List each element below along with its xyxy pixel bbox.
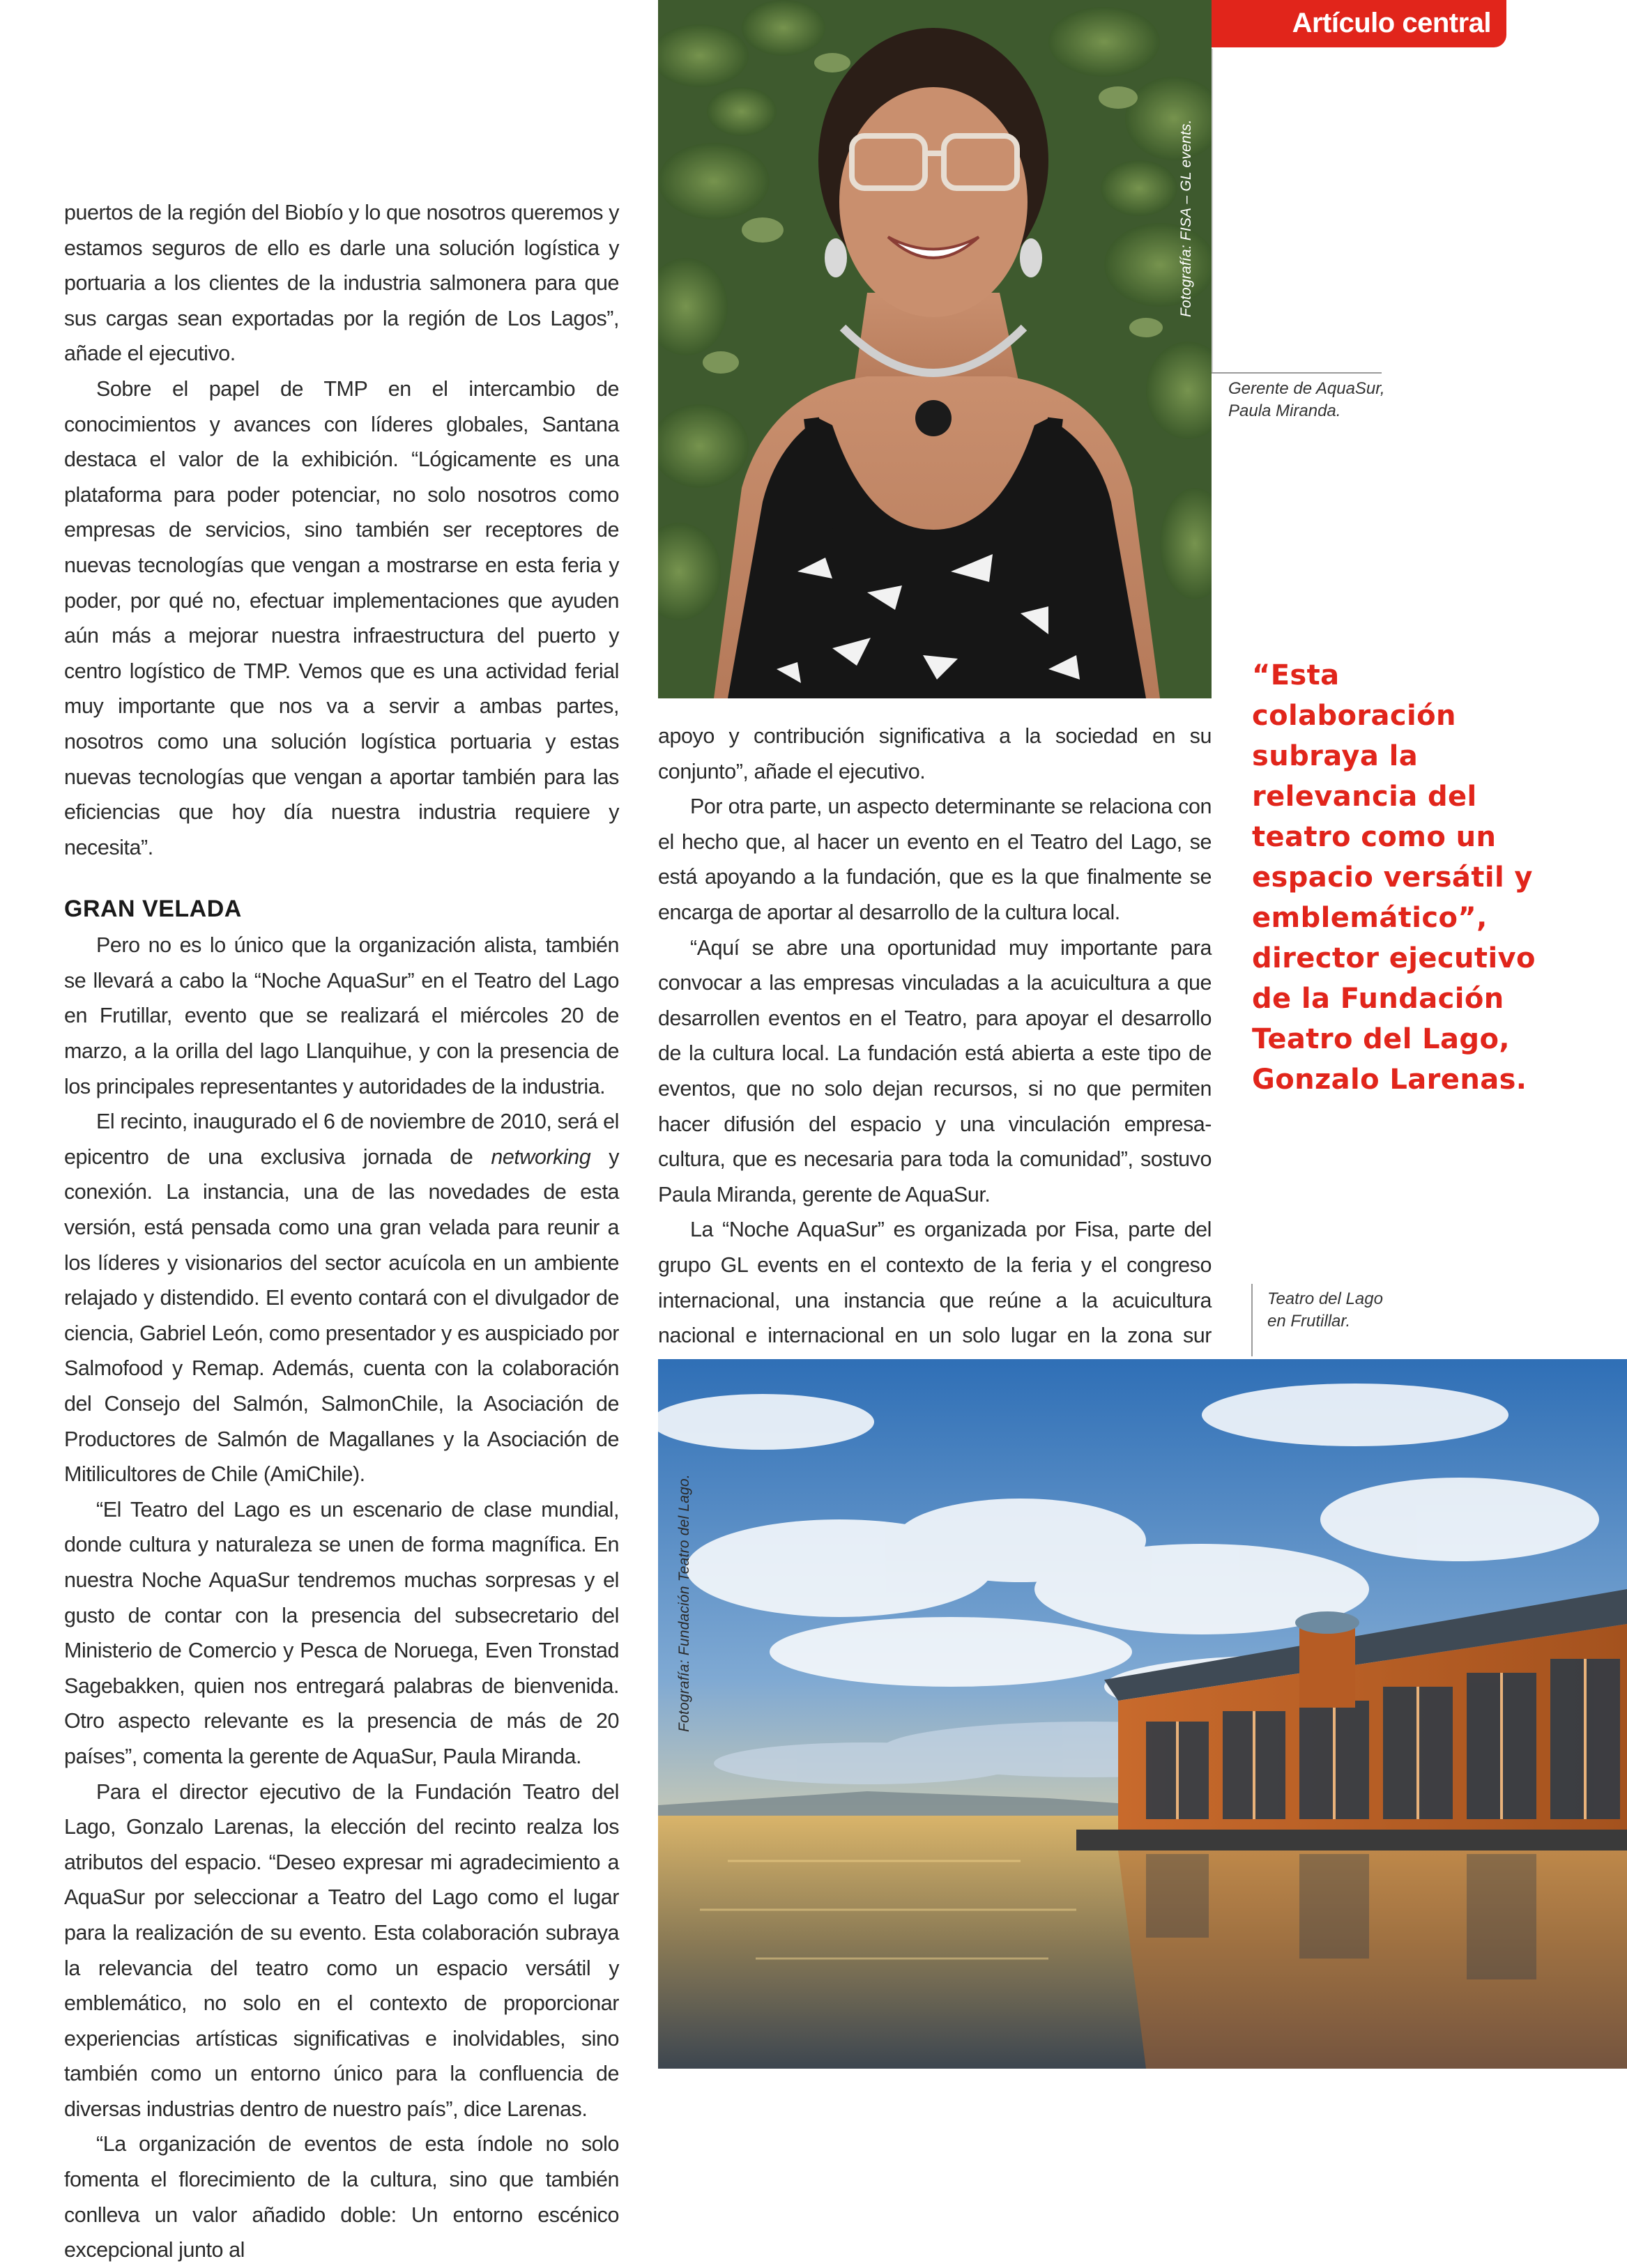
emphasis-text: networking — [491, 1144, 591, 1169]
article-column-middle — [658, 719, 1212, 1388]
section-heading: GRAN VELADA — [64, 896, 242, 923]
theatre-photo — [658, 1359, 1627, 2069]
paragraph: Sobre el papel de TMP en el intercambio de conocimientos y avances con líderes globales, Santana destaca el valor de la exhibición. “Lógicamente es una plataforma para poder potenciar, no solo nosotros como empresas de servicios, sino también ser receptores de nuevas tecnologías que vengan a mostrarse en esta feria y poder, por qué no, efectuar implementaciones que ayuden aún más a mejorar nuestra infraestructura del puerto y centro logístico de TMP. Vemos que es una actividad ferial muy importante que nos va a servir a ambas partes, nosotros como una solución logística portuaria y estas nuevas tecnologías que vengan a aportar también para las eficiencias que hoy día nuestra industria requiere y necesita”. — [64, 376, 619, 859]
caption-divider — [1212, 372, 1382, 374]
theatre-illustration — [658, 1359, 1627, 2069]
paragraph: “Aquí se abre una oportunidad muy importante para convocar a las empresas vinculadas a la acuicultura a que desarrollen eventos en el Teatro, para apoyar el desarrollo de la cultura local. La fundación está abierta a este tipo de eventos, que no solo dejan recursos, si no que permiten hacer difusión del espacio y una vinculación empresa-cultura, que es necesaria para toda la comunidad”, sostuvo Paula Miranda, gerente de AquaSur. — [658, 935, 1212, 1206]
portrait-photo-credit: Fotografía: FISA – GL events. — [1178, 119, 1194, 317]
portrait-photo — [658, 0, 1212, 698]
paragraph: apoyo y contribución significativa a la sociedad en su conjunto”, añade el ejecutivo. — [658, 724, 1212, 783]
paragraph-text: y conexión. La instancia, una de las novedades de esta versión, está pensada como una gran velada para reunir a los líderes y visionarios del sector acuícola en un ambiente relajado y distendido. El evento contará con el divulgador de ciencia, Gabriel León, como presentador y es auspiciado por Salmofood y Remap. Además, cuenta con la colaboración del Consejo del Salmón, SalmonChile, la Asociación de Productores de Salmón de Magallanes y la Asociación de Mitilicultores de Chile (AmiChile). — [64, 1144, 619, 1487]
paragraph: puertos de la región del Biobío y lo que nosotros queremos y estamos seguros de ello es darle una solución logística y portuaria a los clientes de la industria salmonera para que sus cargas sean exportadas por la región de Los Lagos”, añade el ejecutivo. — [64, 201, 619, 366]
paragraph — [64, 1104, 619, 1492]
theatre-caption — [1267, 1288, 1421, 1333]
section-tab — [1161, 0, 1506, 47]
caption-line: en Frutillar. — [1267, 1312, 1351, 1331]
paragraph: Por otra parte, un aspecto determinante se relaciona con el hecho que, al hacer un evento en el Teatro del Lago, se está apoyando a la fundación, que es la que finalmente se encarga de aportar al desarrollo de la cultura local. — [658, 795, 1212, 924]
caption-line: Teatro del Lago — [1267, 1289, 1383, 1308]
theatre-photo-credit: Fotografía: Fundación Teatro del Lago. — [676, 1474, 692, 1732]
caption-line: Gerente de AquaSur, — [1228, 379, 1385, 398]
article-column-left — [64, 195, 619, 2268]
paragraph-text: El recinto, inaugurado el 6 de noviembre de 2010, será el epicentro de una exclusiva jornada de — [64, 1110, 619, 1169]
paragraph: “La organización de eventos de esta índole no solo fomenta el florecimiento de la cultura, sino que también conlleva un valor añadido doble: Un entorno escénico excepcional junto al — [64, 2132, 619, 2262]
portrait-caption — [1228, 378, 1389, 422]
paragraph: Para el director ejecutivo de la Fundación Teatro del Lago, Gonzalo Larenas, la elección del recinto realza los atributos del espacio. “Deseo expresar mi agradecimiento a AquaSur por seleccionar a Teatro del Lago como el lugar para la realización de su evento. Esta colaboración subraya la relevancia del teatro como un espacio versátil y emblemático, no solo en el contexto de proporcionar experiencias artísticas significativas e inolvidables, sino también como un entorno único para la confluencia de diversas industrias dentro de nuestro país”, dice Larenas. — [64, 1779, 619, 2121]
paragraph: “El Teatro del Lago es un escenario de clase mundial, donde cultura y naturaleza se unen de forma magnífica. En nuestra Noche AquaSur tendremos muchas sorpresas y el gusto de contar con la presencia del subsecretario del Ministerio de Comercio y Pesca de Noruega, Even Tronstad Sagebakken, quien nos entregará palabras de bienvenida. Otro aspecto relevante es la presencia de más de 20 países”, comenta la gerente de AquaSur, Paula Miranda. — [64, 1497, 619, 1768]
paragraph: Pero no es lo único que la organización alista, también se llevará a cabo la “Noche AquaSur” en el Teatro del Lago en Frutillar, evento que se realizará el miércoles 20 de marzo, a la orilla del lago Llanquihue, y con la presencia de los principales representantes y autoridades de la industria. — [64, 933, 619, 1098]
caption-line: Paula Miranda. — [1228, 401, 1341, 420]
pull-quote: “Esta colaboración subraya la relevancia del teatro como un espacio versátil y emblemático”, director ejecutivo de la Fundación Teatro del Lago, Gonzalo Larenas. — [1252, 659, 1536, 1096]
paragraph-text: La “Noche AquaSur” es organizada por Fisa, parte del grupo GL events en el contexto de la feria y el congreso internacional, una instancia que reúne a la acuicultura nacional e internacional en un solo lugar en la zona sur — [658, 1218, 1212, 1348]
caption-divider — [1251, 1284, 1253, 1356]
section-label: Artículo central — [1292, 8, 1491, 38]
portrait-illustration — [658, 0, 1212, 698]
caption-divider — [1212, 49, 1213, 374]
